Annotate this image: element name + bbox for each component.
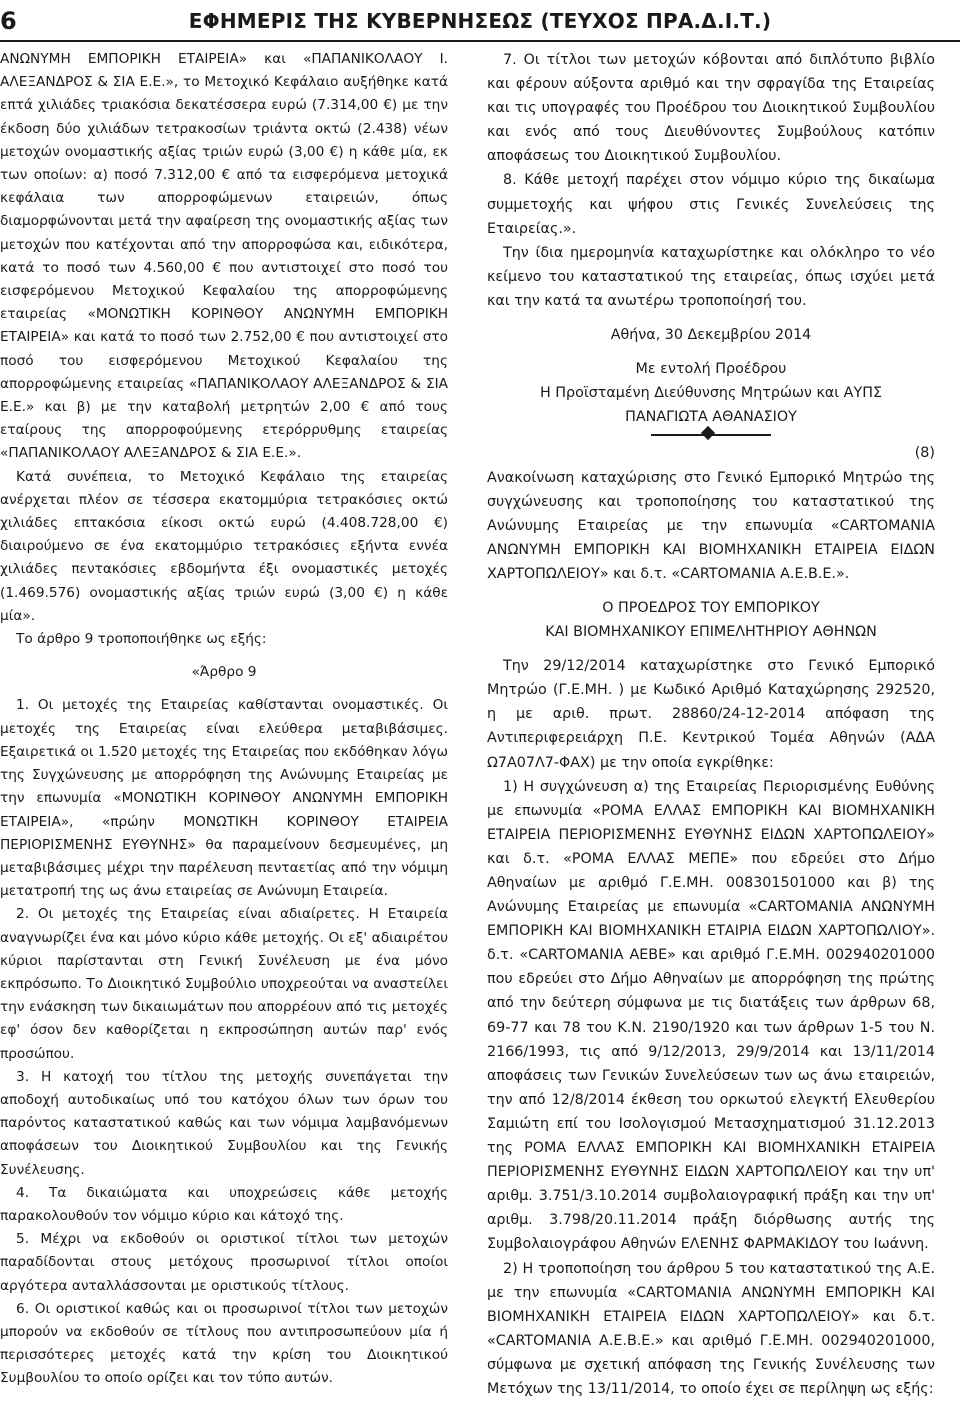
paragraph: Την 29/12/2014 καταχωρίστηκε στο Γενικό Εμπορικό Μητρώο (Γ.Ε.ΜΗ. ) με Κωδικό Αριθμό Καταχώρησης 292520, η με αριθ. πρωτ. 28860/24-12-2014 απόφαση της Αντιπεριφερειάρχη Π.Ε. Κεντρικού Τομέα Αθηνών (ΑΔΑ Ω7Α07Λ7-ΦΑΧ) με την οποία εγκρίθηκε: — [487, 658, 935, 771]
paragraph: 5. Μέχρι να εκδοθούν οι οριστικοί τίτλοι των μετοχών παραδίδονται στους μετόχους προσωρινοί τίτλοι οποίοι αργότερα ανταλλάσσονται με οριστικούς τίτλους. — [0, 1231, 448, 1294]
issuing-authority: Ο ΠΡΟΕΔΡΟΣ ΤΟΥ ΕΜΠΟΡΙΚΟΥ — [602, 599, 820, 616]
paragraph: Κατά συνέπεια, το Μετοχικό Κεφάλαιο της εταιρείας ανέρχεται πλέον σε τέσσερα εκατομμύρια τετρακόσιες οκτώ χιλιάδες επτακόσια είκοσι οκτώ ευρώ (4.408.728,00 €) διαιρούμενο σε ένα εκατομμύριο τετρακόσιες εξήντα εννέα χιλιάδες πεντακόσιες εβδομήντα έξι ονομαστικές μετοχές (1.469.576) ονομαστικής αξίας τριών ευρώ (3,00 €) η κάθε μία». — [0, 468, 448, 624]
paragraph: 3. Η κατοχή του τίτλου της μετοχής συνεπάγεται την αποδοχή αυτοδικαίως υπό του κατόχου όλων των όρων του παρόντος καταστατικού καθώς και των νόμιμα λαμβανόμενων αποφάσεων του Διοικητικού Συμβουλίου και της Γενικής Συνέλευσης. — [0, 1068, 448, 1178]
right-column — [487, 48, 935, 1401]
page-number: 6 — [0, 7, 17, 35]
paragraph: 1. Οι μετοχές της Εταιρείας καθίστανται ονομαστικές. Οι μετοχές της Εταιρείας είναι ελεύθερα μεταβιβάσιμες. Εξαιρετικά οι 1.520 μετοχές της Εταιρείας που εκδόθηκαν λόγω της Συγχώνευσης με απορρόφηση της Ανώνυμης Εταιρείας με την επωνυμία «ΜΟΝΩΤΙΚΗ ΚΟΡΙΝΘΟΥ ΑΝΩΝΥΜΗ ΕΜΠΟΡΙΚΗ ΕΤΑΙΡΕΙΑ», «πρώην ΜΟΝΩΤΙΚΗ ΚΟΡΙΝΘΟΥ ΕΤΑΙΡΕΙΑ ΠΕΡΙΟΡΙΣΜΕΝΗΣ ΕΥΘΥΝΗΣ» θα παραμείνουν δεσμευμένες, μη μεταβιβάσιμες μέχρι την παρέλευση πενταετίας από την νόμιμη μετατροπή της ως άνω εταιρείας σε Ανώνυμη Εταιρεία. — [0, 697, 448, 900]
notice-title: Ανακοίνωση καταχώρισης στο Γενικό Εμπορικό Μητρώο της συγχώνευσης και τροποποίησης του καταστατικού της Ανώνυμης Εταιρείας με την επωνυμία «CARTOMANIA ΑΝΩΝΥΜΗ ΕΜΠΟΡΙΚΗ ΚΑΙ ΒΙΟΜΗΧΑΝΙΚΗ ΕΤΑΙΡΕΙΑ ΕΙΔΩΝ ΧΑΡΤΟΠΩΛΕΙΟΥ» και δ.τ. «CARTOMANIA Α.Ε.Β.Ε.». — [487, 469, 935, 582]
article-heading: «Άρθρο 9 — [191, 664, 257, 681]
paragraph: 4. Τα δικαιώματα και υποχρεώσεις κάθε μετοχής παρακολουθούν τον νόμιμο κύριο και κάτοχό της. — [0, 1184, 448, 1224]
paragraph: Την ίδια ημερομηνία καταχωρίστηκε και ολόκληρο το νέο κείμενο του καταστατικού της εταιρείας, όπως ισχύει μετά και την κατά τα ανωτέρω τροποποίησή του. — [487, 244, 935, 309]
paragraph: 2. Οι μετοχές της Εταιρείας είναι αδιαίρετες. Η Εταιρεία αναγνωρίζει ένα και μόνο κύριο κάθε μετοχής. Οι εξ' αδιαιρέτου κύριοι παρίστανται στη Γενική Συνέλευση με ένα μόνο εκπρόσωπο. Το Διοικητικό Συμβούλιο υποχρεούται να αναστείλει την ενάσκηση των δικαιωμάτων που απορρέουν από τις μετοχές εφ' όσον δεν καθορίζεται η εκπροσώπηση αυτών παρ' ενός προσώπου. — [0, 906, 448, 1062]
signature-line: Με εντολή Προέδρου — [635, 361, 787, 378]
signatory-name: ΠΑΝΑΓΙΩΤΑ ΑΘΑΝΑΣΙΟΥ — [625, 409, 797, 426]
page-header — [0, 6, 960, 42]
paragraph: 1) Η συγχώνευση α) της Εταιρείας Περιορισμένης Ευθύνης με επωνυμία «ΡΟΜΑ ΕΛΛΑΣ ΕΜΠΟΡΙΚΗ ΚΑΙ ΒΙΟΜΗΧΑΝΙΚΗ ΕΤΑΙΡΕΙΑ ΠΕΡΙΟΡΙΣΜΕΝΗΣ ΕΥΘΥΝΗΣ ΕΙΔΩΝ ΧΑΡΤΟΠΩΛΕΙΟΥ» και δ.τ. «ΡΟΜΑ ΕΛΛΑΣ ΜΕΠΕ» που εδρεύει στο Δήμο Αθηναίων με αριθμό Γ.Ε.ΜΗ. 008301501000 και β) της Ανώνυμης Εταιρείας με επωνυμία «CARTOMANIA ΑΝΩΝΥΜΗ ΕΜΠΟΡΙΚΗ ΚΑΙ ΒΙΟΜΗΧΑΝΙΚΗ ΕΤΑΙΡΙΑ ΕΙΔΩΝ ΧΑΡΤΟΠΩΛΙΟΥ». δ.τ. «CARTOMANIA ΑΕΒΕ» και αριθμό Γ.Ε.ΜΗ. 002940201000 που εδρεύει στο Δήμο Αθηναίων με απορρόφηση της πρώτης από την δεύτερη σύμφωνα με τις διατάξεις των άρθρων 68, 69-77 και 78 του Κ.Ν. 2190/1920 και των άρθρων 1-5 του Ν. 2166/1993, τις από 9/12/2013, 29/9/2014 και 13/11/2014 αποφάσεις των Γενικών Συνελεύσεων των ως άνω εταιρειών, την από 12/8/2014 έκθεση του ορκωτού ελεγκτή Ελευθερίου Σαμιώτη επί του Ισολογισμού Μετασχηματισμού 31.12.2013 της ΡΟΜΑ ΕΛΛΑΣ ΕΜΠΟΡΙΚΗ ΚΑΙ ΒΙΟΜΗΧΑΝΙΚΗ ΕΤΑΙΡΕΙΑ ΠΕΡΙΟΡΙΣΜΕΝΗΣ ΕΥΘΥΝΗΣ ΕΙΔΩΝ ΧΑΡΤΟΠΩΛΕΙΟΥ και την υπ' αριθμ. 3.751/3.10.2014 συμβολαιογραφική πράξη και την υπ' αριθμ. 3.798/20.11.2014 πράξη διόρθωσης αυτής της Συμβολαιογράφου Αθηνών ΕΛΕΝΗΣ ΦΑΡΜΑΚΙΔΟΥ του Ιωάννη. — [487, 778, 935, 1253]
signature-line: Η Προϊσταμένη Διεύθυνσης Μητρώων και ΑΥΠΣ — [540, 385, 882, 402]
paragraph: Το άρθρο 9 τροποποιήθηκε ως εξής: — [16, 631, 267, 648]
date-line: Αθήνα, 30 Δεκεμβρίου 2014 — [610, 327, 812, 344]
paragraph: 7. Οι τίτλοι των μετοχών κόβονται από διπλότυπο βιβλίο και φέρουν αύξοντα αριθμό και την σφραγίδα της Εταιρείας και τις υπογραφές του Προέδρου του Διοικητικού Συμβουλίου και ενός από τους Διευθύνοντες Συμβούλους κατόπιν αποφάσεως του Διοικητικού Συμβουλίου. — [487, 52, 935, 165]
section-divider — [651, 429, 771, 441]
paragraph: 8. Κάθε μετοχή παρέχει στον νόμιμο κύριο της δικαίωμα συμμετοχής και ψήφου στις Γενικές Συνελεύσεις της Εταιρείας.». — [487, 172, 935, 237]
notice-number: (8) — [914, 445, 935, 462]
issuing-authority: ΚΑΙ ΒΙΟΜΗΧΑΝΙΚΟΥ ΕΠΙΜΕΛΗΤΗΡΙΟΥ ΑΘΗΝΩΝ — [545, 624, 877, 641]
journal-title: ΕΦΗΜΕΡΙΣ ΤΗΣ ΚΥΒΕΡΝΗΣΕΩΣ (ΤΕΥΧΟΣ ΠΡΑ.Δ.Ι.Τ.) — [188, 9, 772, 33]
left-column — [0, 48, 448, 1391]
paragraph: ΑΝΩΝΥΜΗ ΕΜΠΟΡΙΚΗ ΕΤΑΙΡΕΙΑ» και «ΠΑΠΑΝΙΚΟΛΑΟΥ Ι. ΑΛΕΞΑΝΔΡΟΣ & ΣΙΑ Ε.Ε.», το Μετοχικό Κεφάλαιο αυξήθηκε κατά επτά χιλιάδες τριακόσια δεκατέσσερα ευρώ (7.314,00 €) με την έκδοση δύο χιλιάδων τετρακοσίων τριάντα οκτώ (2.438) νέων μετοχών ονομαστικής αξίας τριών ευρώ (3,00 €) η κάθε μία, εκ των οποίων: α) ποσό 7.312,00 € από τα εισφερόμενα μετοχικά κεφάλαια των απορροφώμενων εταιρειών, όπως διαμορφώνονται μετά την αφαίρεση της ονομαστικής αξίας των μετοχών που κατέχονται από την απορροφώσα και, ειδικότερα, κατά το ποσό των 4.560,00 € που αντιστοιχεί στο ποσό του εισφερόμενου Μετοχικού Κεφαλαίου της απορροφώμενης εταιρείας «ΜΟΝΩΤΙΚΗ ΚΟΡΙΝΘΟΥ ΑΝΩΝΥΜΗ ΕΜΠΟΡΙΚΗ ΕΤΑΙΡΕΙΑ» και κατά το ποσό των 2.752,00 € που αντιστοιχεί στο ποσό του εισφερόμενου Μετοχικού Κεφαλαίου της απορροφώμενης εταιρείας «ΠΑΠΑΝΙΚΟΛΑΟΥ ΑΛΕΞΑΝΔΡΟΣ & ΣΙΑ Ε.Ε.» και β) με την καταβολή μετρητών 2,00 € από τους εταίρους της απορροφούμενης ετερόρρυθμης εταιρείας «ΠΑΠΑΝΙΚΟΛΑΟΥ ΑΛΕΞΑΝΔΡΟΣ & ΣΙΑ Ε.Ε.». — [0, 51, 448, 462]
diamond-icon — [701, 426, 715, 440]
paragraph: 6. Οι οριστικοί καθώς και οι προσωρινοί τίτλοι των μετοχών μπορούν να εκδοθούν σε τίτλους που αντιπροσωπεύουν μία ή περισσότερες μετοχές κατά την κρίση του Διοικητικού Συμβουλίου το οποίο ορίζει και τον τύπο αυτών. — [0, 1300, 448, 1387]
paragraph: 2) Η τροποποίηση του άρθρου 5 του καταστατικού της Α.Ε. με την επωνυμία «CARTOMANIA ΑΝΩΝΥΜΗ ΕΜΠΟΡΙΚΗ ΚΑΙ ΒΙΟΜΗΧΑΝΙΚΗ ΕΤΑΙΡΕΙΑ ΕΙΔΩΝ ΧΑΡΤΟΠΩΛΕΙΟΥ» και δ.τ. «CARTOMANIA Α.Ε.Β.Ε.» και αριθμό Γ.Ε.ΜΗ. 002940201000, σύμφωνα με σχετική απόφαση της Γενικής Συνέλευσης των Μετόχων της 13/11/2014, το οποίο έχει σε περίληψη ως εξής: — [487, 1260, 935, 1397]
